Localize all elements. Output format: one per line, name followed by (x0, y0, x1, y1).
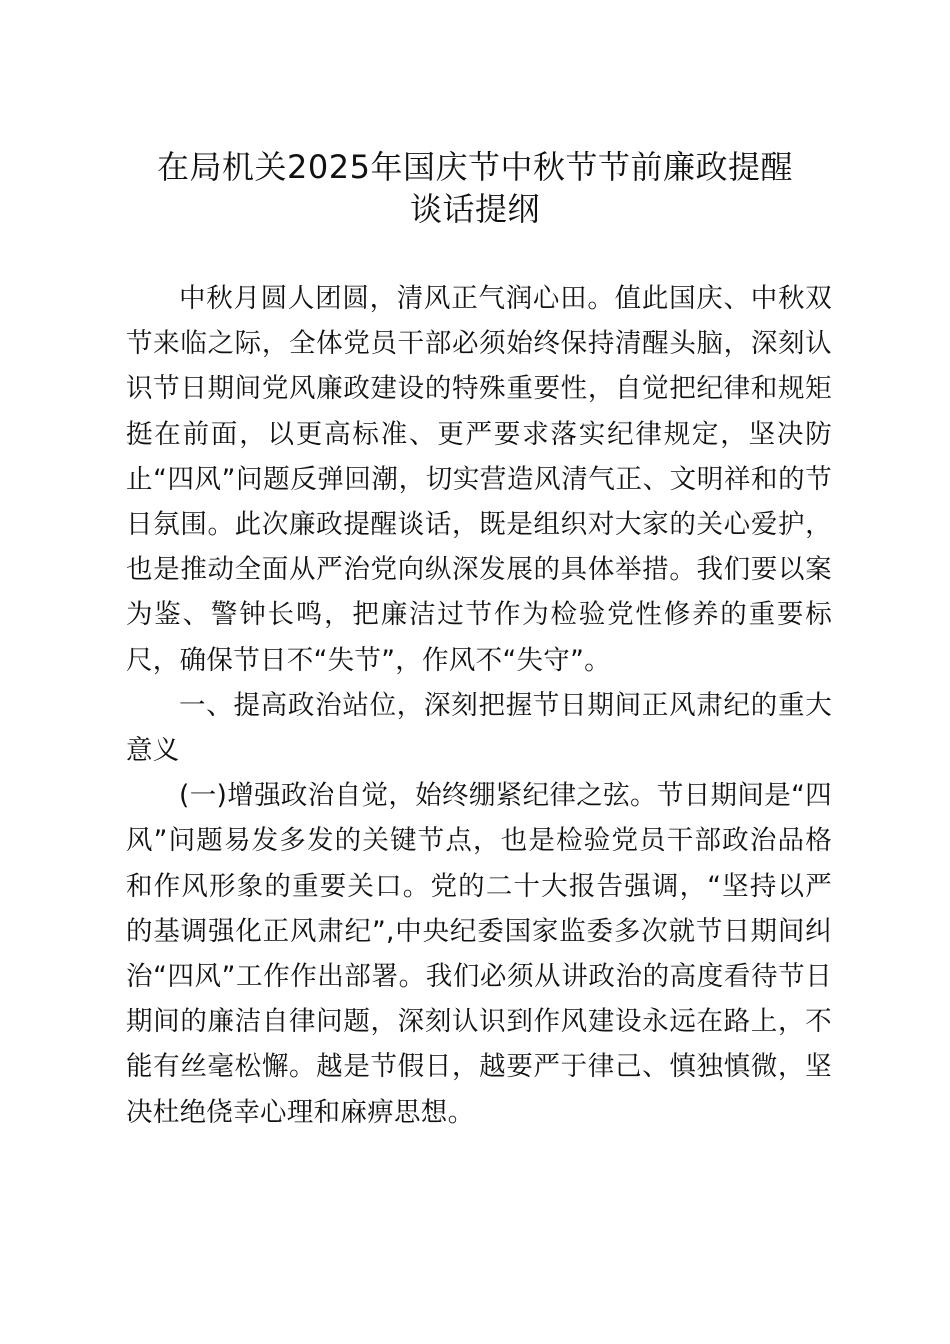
title-line-1: 在局机关2025年国庆节中秋节节前廉政提醒 (157, 148, 793, 186)
section-heading: 一、提高政治站位，深刻把握节日期间正风肃纪的重大意义 (126, 689, 832, 767)
title-line-2: 谈话提纲 (409, 190, 540, 228)
document-title (100, 146, 850, 230)
document-body (126, 276, 832, 1135)
intro-paragraph: 中秋月圆人团圆，清风正气润心田。值此国庆、中秋双节来临之际，全体党员干部必须始终保持清醒头脑，深刻认识节日期间党风廉政建设的特殊重要性，自觉把纪律和规矩挺在前面，以更高标准、更严要求落实纪律规定，坚决防止“四风”问题反弹回潮，切实营造风清气正、文明祥和的节日氛围。此次廉政提醒谈话，既是组织对大家的关心爱护，也是推动全面从严治党向纵深发展的具体举措。我们要以案为鉴、警钟长鸣，把廉洁过节作为检验党性修养的重要标尺，确保节日不“失节”，作风不“失守”。 (126, 283, 832, 676)
subsection-paragraph: (一)增强政治自觉，始终绷紧纪律之弦。节日期间是“四风”问题易发多发的关键节点，也是检验党员干部政治品格和作风形象的重要关口。党的二十大报告强调，“坚持以严的基调强化正风肃纪”,中央纪委国家监委多次就节日期间纠治“四风”工作作出部署。我们必须从讲政治的高度看待节日期间的廉洁自律问题，深刻认识到作风建设永远在路上，不能有丝毫松懈。越是节假日，越要严于律己、慎独慎微，坚决杜绝侥幸心理和麻痹思想。 (126, 780, 832, 1128)
